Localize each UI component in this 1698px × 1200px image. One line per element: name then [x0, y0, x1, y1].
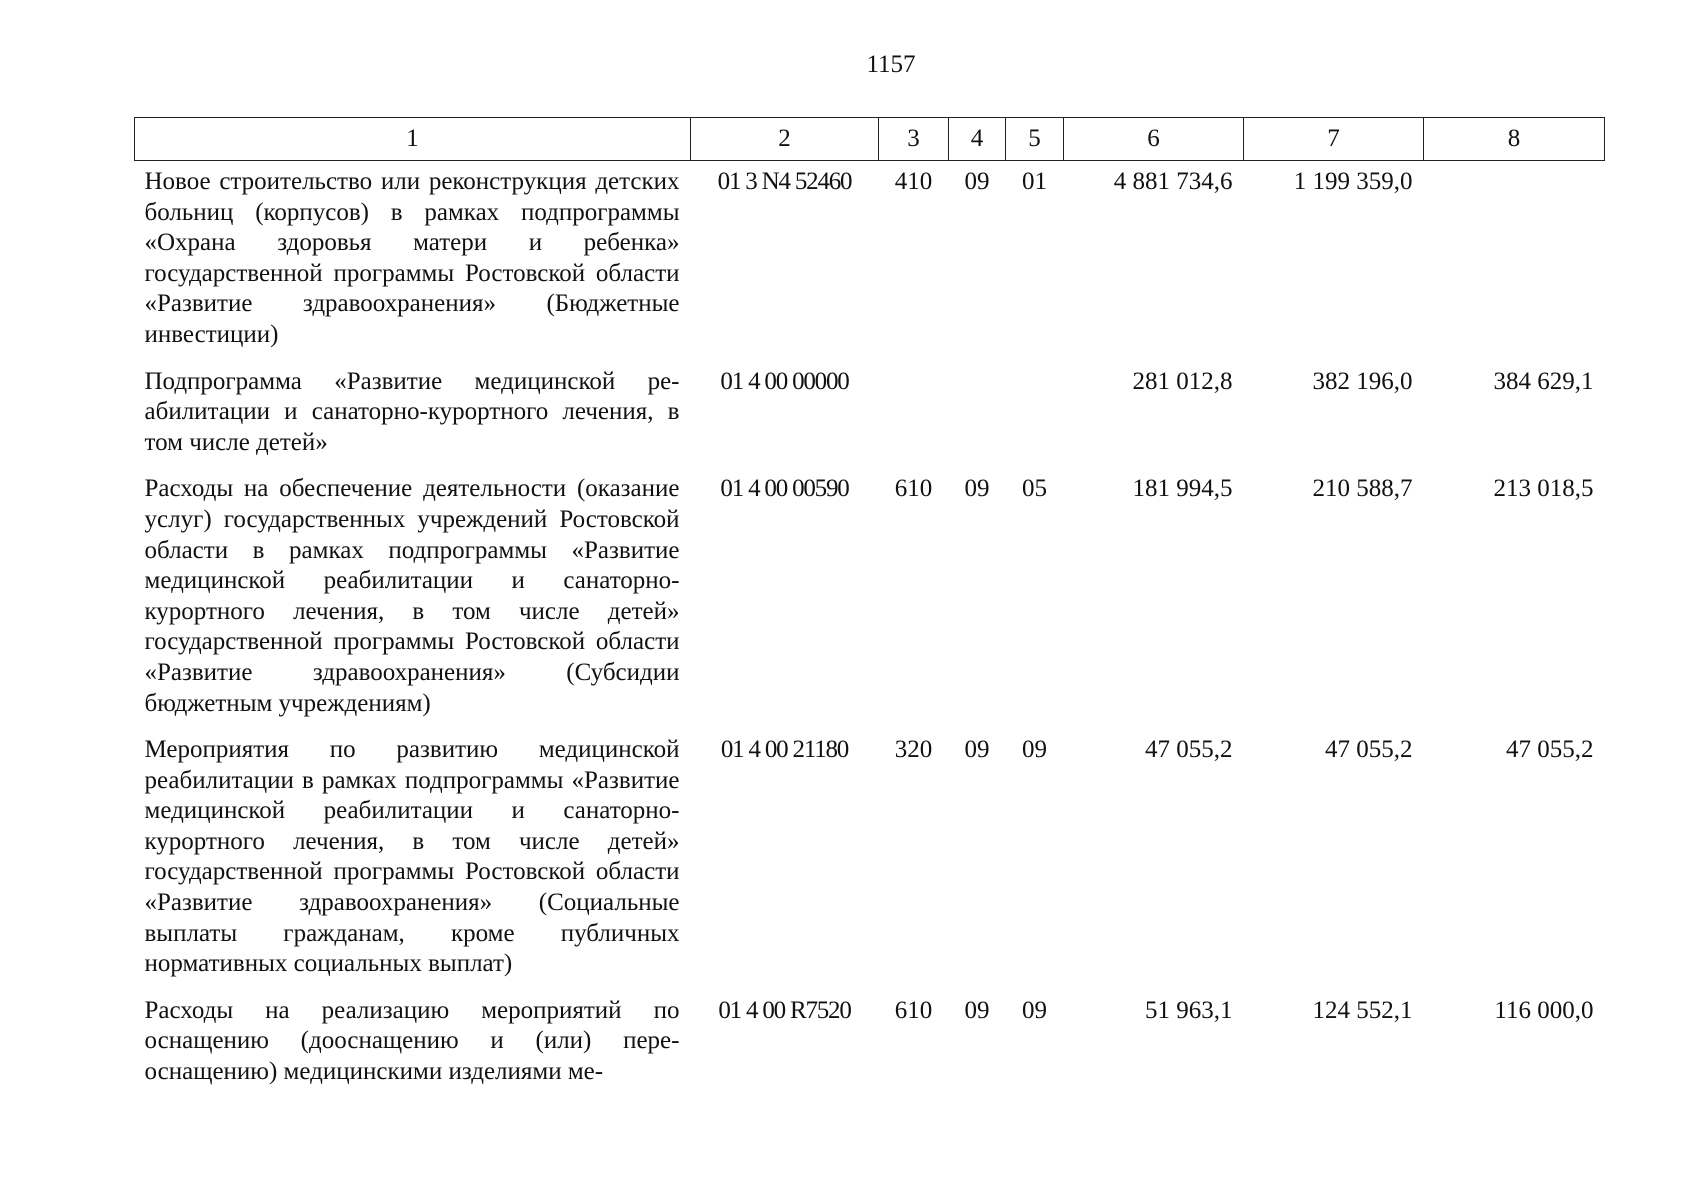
row-description: Новое строительство или реконструкция детских больниц (корпусов) в рамках подпрограммы «Охрана здоровья матери и ребенка» государственной программы Ростовской области «Развитие здравоохранения» (Бюджетные инвестиции)	[144, 168, 680, 348]
row-amount-col7: 47 055,2	[1325, 736, 1413, 764]
table-row	[135, 990, 1605, 1098]
row-section: 09	[964, 736, 990, 764]
column-header-7: 7	[1244, 118, 1424, 161]
row-target-code: 01 4 00 00000	[720, 367, 849, 395]
header-row	[135, 118, 1605, 161]
table-row	[135, 729, 1605, 990]
row-subsection: 01	[1022, 168, 1047, 195]
row-section	[949, 361, 1006, 469]
page-number: 1157	[866, 51, 916, 78]
row-subsection: 05	[1022, 475, 1047, 503]
row-amount-col8: 116 000,0	[1494, 996, 1594, 1024]
row-amount-col8: 47 055,2	[1506, 736, 1594, 764]
row-expense-type: 320	[894, 736, 933, 764]
row-section: 09	[964, 475, 990, 503]
row-subsection: 09	[1022, 736, 1047, 764]
row-subsection: 09	[1022, 996, 1047, 1024]
row-target-code: 01 4 00 21180	[720, 736, 849, 764]
column-header-6: 6	[1064, 118, 1244, 161]
budget-table	[134, 117, 1605, 1098]
row-amount-col6: 51 963,1	[1145, 996, 1233, 1024]
row-expense-type: 410	[894, 168, 933, 195]
row-amount-col7: 1 199 359,0	[1293, 168, 1413, 195]
table-row	[135, 361, 1605, 469]
table-body	[135, 161, 1605, 1098]
row-target-code: 01 3 N4 52460	[717, 168, 852, 195]
row-target-code: 01 4 00 R7520	[718, 996, 851, 1024]
row-expense-type: 610	[894, 475, 933, 503]
table-row	[135, 468, 1605, 729]
column-header-4: 4	[949, 118, 1006, 161]
row-amount-col8	[1424, 161, 1605, 361]
row-amount-col7: 382 196,0	[1312, 367, 1413, 395]
row-amount-col7: 210 588,7	[1312, 475, 1413, 503]
table-row	[135, 161, 1605, 361]
column-header-5: 5	[1006, 118, 1064, 161]
row-subsection	[1006, 361, 1064, 469]
row-description: Подпрограмма «Развитие медицинской реабилитации и санаторно-курортного лечения, в том числе детей»	[144, 367, 680, 456]
row-description: Расходы на реализацию мероприятий по оснащению (дооснащению и (или) переоснащению) медицинскими изделиями ме-	[144, 996, 680, 1086]
row-amount-col8: 213 018,5	[1493, 475, 1594, 503]
row-amount-col6: 4 881 734,6	[1113, 168, 1233, 195]
row-description: Расходы на обеспечение деятельности (оказание услуг) государственных учреждений Ростовской области в рамках подпрограммы «Развитие медицинской реабилитации и санаторно-курортного лечения, в том числе детей» государственной программы Ростовской области «Развитие здравоохранения» (Субсидии бюджетным учреждениям)	[144, 475, 680, 717]
column-header-1: 1	[135, 118, 691, 161]
row-target-code: 01 4 00 00590	[720, 475, 849, 503]
table-header	[135, 118, 1605, 161]
column-header-2: 2	[691, 118, 879, 161]
column-header-8: 8	[1424, 118, 1605, 161]
row-description: Мероприятия по развитию медицинской реабилитации в рамках подпрограммы «Развитие медицинской реабилитации и санаторно-курортного лечения, в том числе детей» государственной программы Ростовской области «Развитие здравоохранения» (Социальные выплаты гражданам, кроме публичных нормативных социальных выплат)	[144, 736, 680, 978]
row-expense-type	[879, 361, 949, 469]
row-amount-col8: 384 629,1	[1493, 367, 1594, 395]
row-section: 09	[964, 996, 990, 1024]
column-header-3: 3	[879, 118, 949, 161]
row-amount-col6: 181 994,5	[1132, 475, 1233, 503]
row-amount-col6: 47 055,2	[1145, 736, 1233, 764]
row-amount-col6: 281 012,8	[1132, 367, 1233, 395]
row-expense-type: 610	[894, 996, 933, 1024]
row-section: 09	[964, 168, 990, 195]
row-amount-col7: 124 552,1	[1312, 996, 1413, 1024]
